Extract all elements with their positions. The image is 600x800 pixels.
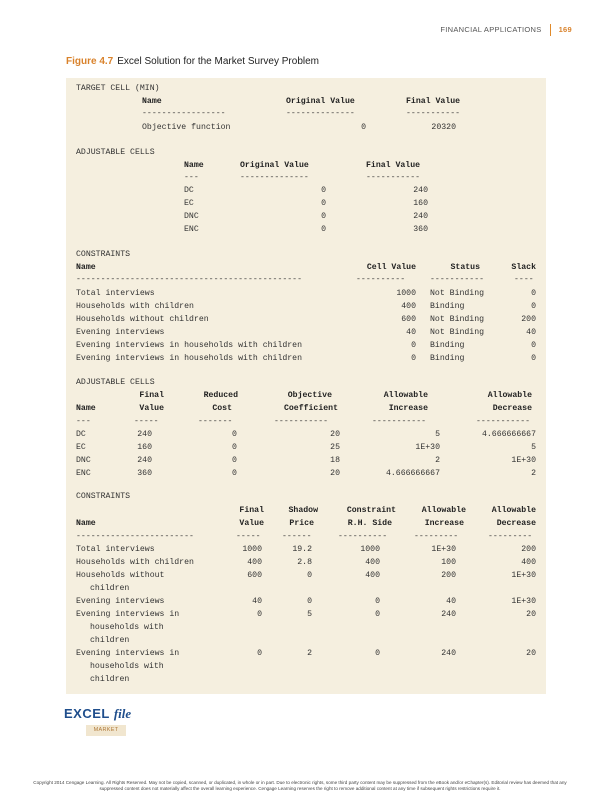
cons1-row-status: Binding: [430, 354, 465, 363]
cons2-dash-dec: ---------: [488, 532, 533, 541]
adj2-row-dec: 1E+30: [511, 456, 536, 465]
cons2-row-value: 0: [257, 649, 262, 658]
adj2-h1-final: Final: [139, 391, 164, 400]
cons2-row-rhs: 400: [365, 558, 380, 567]
cons2-h2-price: Price: [289, 519, 314, 528]
header-divider: [550, 24, 551, 36]
adj2-dash-inc: -----------: [372, 417, 427, 426]
cons2-row-name: Evening interviews: [76, 597, 165, 606]
cons2-row-price: 2: [307, 649, 312, 658]
cons2-row-name: Households with children: [76, 558, 194, 567]
cons1-row-status: Not Binding: [430, 289, 485, 298]
target-header-final: Final Value: [406, 97, 461, 106]
cons2-row-rhs: 0: [375, 649, 380, 658]
figure-caption: [66, 56, 319, 67]
cons1-row-name: Total interviews: [76, 289, 155, 298]
adj2-h1-allow-dec: Allowable: [487, 391, 532, 400]
target-header-name: Name: [142, 97, 162, 106]
section-title: FINANCIAL APPLICATIONS: [440, 24, 542, 34]
cons1-row-cell: 400: [401, 302, 416, 311]
cons2-row-price: 2.8: [297, 558, 312, 567]
adj2-row-coef: 20: [330, 430, 340, 439]
adj2-dash-value: -----: [134, 417, 159, 426]
file-word: file: [113, 706, 132, 721]
adj2-row-cost: 0: [232, 456, 237, 465]
cons2-row-inc: 240: [441, 649, 456, 658]
cons2-row-dec: 1E+30: [511, 597, 536, 606]
cons2-row-name-cont: children: [90, 675, 130, 684]
adj2-dash-cost: -------: [198, 417, 233, 426]
adj1-dash-final: -----------: [366, 173, 421, 182]
cons1-header-slack: Slack: [511, 263, 536, 272]
excel-file-label: [64, 705, 131, 723]
adj2-row-cost: 0: [232, 469, 237, 478]
cons2-row-value: 40: [252, 597, 262, 606]
cons1-row-status: Binding: [430, 341, 465, 350]
adj2-h2-name: Name: [76, 404, 96, 413]
adj1-row-final: 360: [413, 225, 428, 234]
adj1-dash-name: ---: [184, 173, 199, 182]
adj2-dash-dec: -----------: [476, 417, 531, 426]
target-header-original: Original Value: [286, 97, 355, 106]
adj2-row-name: EC: [76, 443, 86, 452]
adj1-title: ADJUSTABLE CELLS: [76, 148, 155, 157]
adj2-h1-objective: Objective: [287, 391, 332, 400]
cons1-title: CONSTRAINTS: [76, 250, 131, 259]
cons2-row-inc: 240: [441, 610, 456, 619]
cons2-row-dec: 1E+30: [511, 571, 536, 580]
page-number: 169: [558, 24, 572, 34]
adj2-title: ADJUSTABLE CELLS: [76, 378, 155, 387]
cons2-row-inc: 100: [441, 558, 456, 567]
target-row-final: 20320: [431, 123, 456, 132]
cons1-row-name: Evening interviews in households with children: [76, 354, 303, 363]
cons2-h2-increase: Increase: [424, 519, 464, 528]
cons2-row-inc: 40: [446, 597, 456, 606]
adj2-row-cost: 0: [232, 443, 237, 452]
adj2-row-inc: 4.666666667: [385, 469, 440, 478]
adj2-row-name: DC: [76, 430, 86, 439]
adj2-row-dec: 4.666666667: [481, 430, 536, 439]
target-cell-title: TARGET CELL (MIN): [76, 84, 160, 93]
figure-label: Figure 4.7: [66, 56, 114, 67]
cons2-row-inc: 1E+30: [431, 545, 456, 554]
cons2-row-name: Evening interviews in: [76, 649, 180, 658]
adj2-row-name: ENC: [76, 469, 91, 478]
cons2-dash-rhs: ----------: [338, 532, 388, 541]
cons2-row-rhs: 400: [365, 571, 380, 580]
cons1-row-cell: 0: [411, 354, 416, 363]
running-header: [440, 24, 572, 36]
adj1-header-name: Name: [184, 161, 204, 170]
adj2-row-dec: 5: [531, 443, 536, 452]
target-dash-name: -----------------: [142, 109, 226, 118]
cons1-dash-name: ----------------------------------------------: [76, 275, 303, 284]
adj1-header-final: Final Value: [366, 161, 421, 170]
cons2-row-dec: 20: [526, 610, 536, 619]
cons2-dash-value: -----: [236, 532, 261, 541]
adj2-row-coef: 20: [330, 469, 340, 478]
cons2-row-price: 0: [307, 597, 312, 606]
target-row-name: Objective function: [142, 123, 231, 132]
cons2-row-name-cont: households with: [90, 662, 164, 671]
cons1-row-slack: 0: [531, 341, 536, 350]
cons2-h2-name: Name: [76, 519, 96, 528]
cons1-row-slack: 0: [531, 354, 536, 363]
excel-word: EXCEL: [64, 706, 110, 721]
adj2-row-cost: 0: [232, 430, 237, 439]
adj2-dash-coef: -----------: [274, 417, 329, 426]
cons2-row-dec: 20: [526, 649, 536, 658]
cons2-row-dec: 400: [521, 558, 536, 567]
cons1-header-status: Status: [450, 263, 480, 272]
cons1-row-cell: 600: [401, 315, 416, 324]
adj2-row-name: DNC: [76, 456, 91, 465]
cons1-row-name: Evening interviews in households with children: [76, 341, 303, 350]
cons2-row-price: 0: [307, 571, 312, 580]
adj2-row-value: 240: [137, 456, 152, 465]
file-tag-market: MARKET: [86, 725, 126, 736]
cons2-row-rhs: 0: [375, 597, 380, 606]
cons1-row-slack: 40: [526, 328, 536, 337]
cons2-h2-decrease: Decrease: [496, 519, 536, 528]
adj1-row-final: 160: [413, 199, 428, 208]
cons1-dash-cell: ----------: [356, 275, 406, 284]
adj2-h2-decrease: Decrease: [492, 404, 532, 413]
adj2-row-value: 240: [137, 430, 152, 439]
target-row-original: 0: [361, 123, 366, 132]
target-dash-final: -----------: [406, 109, 461, 118]
cons2-dash-inc: ---------: [414, 532, 459, 541]
cons2-h1-allow-dec: Allowable: [491, 506, 536, 515]
adj2-h2-value: Value: [139, 404, 164, 413]
copyright-notice: Copyright 2014 Cengage Learning. All Rights Reserved. May not be copied, scanned, or duplicated, in whole or in part. Due to electronic rights, some third party content may be suppressed from the eBook and/or eChapter(s). Editorial review has deemed that any suppressed content does not materially affect the overall learning experience. Cengage Learning reserves the right to remove additional content at any time if subsequent rights restrictions require it.: [33, 780, 567, 791]
cons1-row-name: Households without children: [76, 315, 209, 324]
adj1-row-name: DC: [184, 186, 194, 195]
adj2-h1-allow-inc: Allowable: [383, 391, 428, 400]
adj2-h2-increase: Increase: [388, 404, 428, 413]
adj2-h2-cost: Cost: [212, 404, 232, 413]
cons2-h1-shadow: Shadow: [288, 506, 318, 515]
cons2-dash-price: ------: [282, 532, 312, 541]
adj1-dash-original: --------------: [240, 173, 309, 182]
adj1-row-original: 0: [321, 212, 326, 221]
adj2-row-inc: 2: [435, 456, 440, 465]
cons2-row-price: 19.2: [292, 545, 312, 554]
cons1-row-status: Not Binding: [430, 328, 485, 337]
cons1-dash-slack: ----: [514, 275, 534, 284]
adj2-h1-reduced: Reduced: [203, 391, 238, 400]
cons1-row-cell: 0: [411, 341, 416, 350]
cons1-row-cell: 1000: [396, 289, 416, 298]
solver-report-panel: [66, 78, 546, 694]
cons2-h1-constraint: Constraint: [346, 506, 396, 515]
cons1-row-name: Households with children: [76, 302, 194, 311]
cons2-row-name: Evening interviews in: [76, 610, 180, 619]
cons2-row-name: Total interviews: [76, 545, 155, 554]
cons2-row-name-cont: households with: [90, 623, 164, 632]
cons2-row-name-cont: children: [90, 584, 130, 593]
cons2-row-rhs: 0: [375, 610, 380, 619]
cons2-h1-allow-inc: Allowable: [421, 506, 466, 515]
adj2-row-coef: 25: [330, 443, 340, 452]
cons2-row-value: 0: [257, 610, 262, 619]
adj2-row-value: 160: [137, 443, 152, 452]
cons1-row-cell: 40: [406, 328, 416, 337]
cons2-row-name-cont: children: [90, 636, 130, 645]
cons1-row-slack: 0: [531, 302, 536, 311]
cons2-row-rhs: 1000: [360, 545, 380, 554]
cons1-dash-status: -----------: [430, 275, 485, 284]
cons2-row-dec: 200: [521, 545, 536, 554]
adj1-row-original: 0: [321, 225, 326, 234]
adj2-row-value: 360: [137, 469, 152, 478]
adj2-row-coef: 18: [330, 456, 340, 465]
adj1-row-final: 240: [413, 186, 428, 195]
cons1-row-status: Binding: [430, 302, 465, 311]
cons1-header-name: Name: [76, 263, 96, 272]
adj1-row-final: 240: [413, 212, 428, 221]
figure-title: Excel Solution for the Market Survey Problem: [117, 56, 320, 67]
adj1-row-original: 0: [321, 199, 326, 208]
cons1-row-slack: 200: [521, 315, 536, 324]
adj1-row-name: DNC: [184, 212, 199, 221]
adj2-row-inc: 5: [435, 430, 440, 439]
cons1-row-status: Not Binding: [430, 315, 485, 324]
adj1-row-name: ENC: [184, 225, 199, 234]
adj1-header-original: Original Value: [240, 161, 309, 170]
cons2-h1-final: Final: [239, 506, 264, 515]
target-dash-original: --------------: [286, 109, 355, 118]
adj1-row-name: EC: [184, 199, 194, 208]
cons2-row-value: 400: [247, 558, 262, 567]
cons2-dash-name: ------------------------: [76, 532, 194, 541]
adj2-row-dec: 2: [531, 469, 536, 478]
cons2-row-name: Households without: [76, 571, 165, 580]
cons1-header-cell: Cell Value: [366, 263, 416, 272]
cons2-h2-rhs: R.H. Side: [347, 519, 392, 528]
cons2-row-value: 600: [247, 571, 262, 580]
cons2-row-inc: 200: [441, 571, 456, 580]
cons1-row-slack: 0: [531, 289, 536, 298]
adj1-row-original: 0: [321, 186, 326, 195]
adj2-row-inc: 1E+30: [415, 443, 440, 452]
adj2-dash-name: ---: [76, 417, 91, 426]
cons2-h2-value: Value: [239, 519, 264, 528]
cons2-row-price: 5: [307, 610, 312, 619]
adj2-h2-coefficient: Coefficient: [283, 404, 338, 413]
cons2-title: CONSTRAINTS: [76, 492, 131, 501]
cons1-row-name: Evening interviews: [76, 328, 165, 337]
cons2-row-value: 1000: [242, 545, 262, 554]
